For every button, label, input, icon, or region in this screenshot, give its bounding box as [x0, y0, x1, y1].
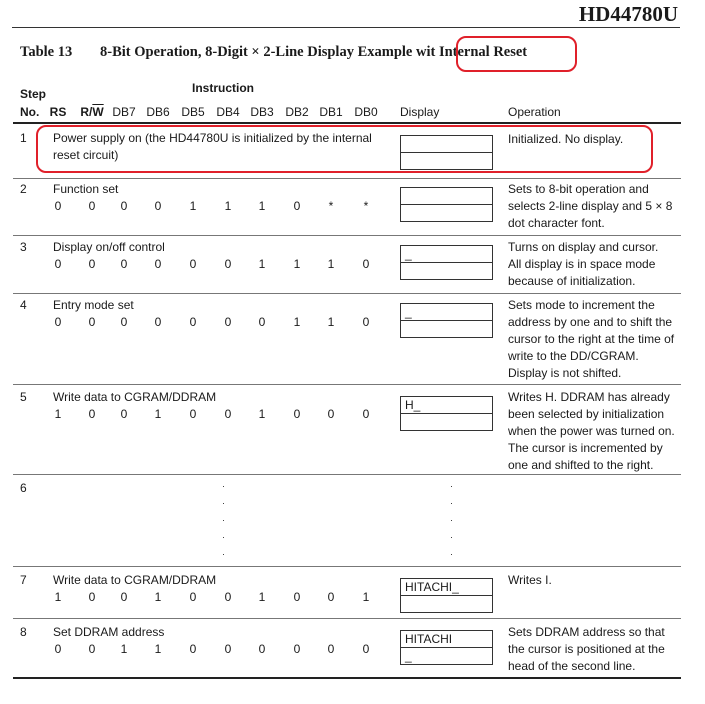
- row-8-operation-line: the cursor is positioned at the: [508, 642, 665, 656]
- row-8-operation-line: head of the second line.: [508, 659, 636, 673]
- header-col-rs: RS: [49, 105, 67, 119]
- row-4-operation-line: Display is not shifted.: [508, 366, 622, 380]
- row-7-display-line2: [401, 596, 492, 612]
- bit-value: 0: [54, 642, 62, 656]
- bit-value: 1: [120, 642, 128, 656]
- bit-value: 0: [120, 590, 128, 604]
- row-3-operation-line: because of initialization.: [508, 274, 636, 288]
- bit-value: 0: [362, 315, 370, 329]
- bit-value: 0: [293, 590, 301, 604]
- bit-value: 0: [362, 407, 370, 421]
- header-col-db2: DB2: [285, 105, 309, 119]
- bit-value: 0: [154, 315, 162, 329]
- row-8-display: [400, 630, 493, 665]
- bit-value: 1: [327, 315, 335, 329]
- bit-value: 0: [154, 199, 162, 213]
- row-1-step: 1: [20, 131, 27, 145]
- row-1-operation-line: Initialized. No display.: [508, 132, 624, 146]
- header-col-db1: DB1: [319, 105, 343, 119]
- row-2-operation-line: Sets to 8-bit operation and: [508, 182, 649, 196]
- bit-value: 0: [189, 407, 197, 421]
- row-4-display-line1: _: [401, 304, 492, 321]
- header-rule: [13, 122, 681, 124]
- bit-value: 0: [88, 407, 96, 421]
- row-1-instruction-cont: reset circuit): [53, 148, 119, 162]
- bit-value: 1: [327, 257, 335, 271]
- bit-value: 1: [189, 199, 197, 213]
- highlight-box-internal-reset: [456, 36, 577, 72]
- row-1-instruction: Power supply on (the HD44780U is initialized by the internal: [53, 131, 372, 145]
- bit-value: 1: [258, 590, 266, 604]
- bit-value: 0: [293, 407, 301, 421]
- bit-value: 0: [120, 315, 128, 329]
- bit-value: 1: [362, 590, 370, 604]
- row-2-step: 2: [20, 182, 27, 196]
- row-5-operation-line: when the power was turned on.: [508, 424, 675, 438]
- row-8-step: 8: [20, 625, 27, 639]
- bit-value: 0: [88, 642, 96, 656]
- row-5-operation-line: Writes H. DDRAM has already: [508, 390, 670, 404]
- bit-value: 0: [293, 642, 301, 656]
- bit-value: 1: [224, 199, 232, 213]
- row-3-display-line2: [401, 263, 492, 279]
- row-5-operation-line: one and shifted to the right.: [508, 458, 654, 472]
- header-col-db3: DB3: [250, 105, 274, 119]
- header-col-db5: DB5: [181, 105, 205, 119]
- row-5-step: 5: [20, 390, 27, 404]
- row-divider: [13, 384, 681, 385]
- bit-value: 0: [189, 590, 197, 604]
- row-8-display-line1: HITACHI: [401, 631, 492, 648]
- bit-value: 0: [54, 315, 62, 329]
- bit-value: 1: [258, 199, 266, 213]
- bit-value: 1: [293, 315, 301, 329]
- bit-value: 0: [88, 199, 96, 213]
- row-3-instruction: Display on/off control: [53, 240, 165, 254]
- header-col-rw: $R/\overline{W}$: [80, 105, 104, 119]
- bit-value: 0: [54, 199, 62, 213]
- bit-value: 0: [88, 257, 96, 271]
- row-5-display: [400, 396, 493, 431]
- row-4-operation-line: Sets mode to increment the: [508, 298, 655, 312]
- row-8-operation: [508, 624, 683, 675]
- header-col-db0: DB0: [354, 105, 378, 119]
- bit-value: *: [328, 199, 334, 213]
- row-divider: [13, 178, 681, 179]
- bit-value: 0: [88, 590, 96, 604]
- row-5-display-line2: [401, 414, 492, 430]
- row-4-operation-line: cursor to the right at the time of: [508, 332, 675, 346]
- table-number: Table 13: [20, 44, 73, 60]
- row-7-step: 7: [20, 573, 27, 587]
- bit-value: 0: [327, 642, 335, 656]
- row-4-operation-line: address by one and to shift the: [508, 315, 673, 329]
- bit-value: 0: [224, 315, 232, 329]
- header-col-db6: DB6: [146, 105, 170, 119]
- highlight-box-power-supply: [36, 125, 653, 173]
- header-display: Display: [400, 105, 440, 119]
- row-2-display-line1: [401, 188, 492, 205]
- bit-value: 0: [224, 642, 232, 656]
- row-8-operation-line: Sets DDRAM address so that: [508, 625, 665, 639]
- bit-value: 0: [224, 257, 232, 271]
- row-4-step: 4: [20, 298, 27, 312]
- row-3-display: [400, 245, 493, 280]
- header-instruction: Instruction: [192, 81, 254, 95]
- row-8-instruction: Set DDRAM address: [53, 625, 165, 639]
- row-divider: [13, 235, 681, 236]
- header-col-db7: DB7: [112, 105, 136, 119]
- row-7-instruction: Write data to CGRAM/DDRAM: [53, 573, 217, 587]
- row-8-display-line2: _: [405, 649, 412, 663]
- bit-value: 1: [258, 407, 266, 421]
- bit-value: 0: [258, 642, 266, 656]
- bit-value: 1: [54, 407, 62, 421]
- row-6-step: 6: [20, 481, 27, 495]
- row-3-operation: [508, 239, 683, 290]
- table-caption: [20, 44, 527, 61]
- bit-value: 0: [120, 407, 128, 421]
- row-4-operation-line: write to the DD/CGRAM.: [508, 349, 639, 363]
- row-3-display-line1: _: [401, 246, 492, 263]
- row-2-instruction: Function set: [53, 182, 119, 196]
- row-5-instruction: Write data to CGRAM/DDRAM: [53, 390, 217, 404]
- bit-value: 0: [154, 257, 162, 271]
- bit-value: 0: [54, 257, 62, 271]
- bit-value: 0: [362, 257, 370, 271]
- bit-value: 0: [327, 407, 335, 421]
- table-caption-text: 8-Bit Operation, 8-Digit × 2-Line Display Example wit: [100, 44, 436, 60]
- bit-value: 0: [224, 590, 232, 604]
- row-7-operation: [508, 572, 683, 589]
- row-divider: [13, 566, 681, 567]
- row-divider: [13, 474, 681, 475]
- bit-value: 0: [120, 199, 128, 213]
- row-3-operation-line: Turns on display and cursor.: [508, 240, 659, 254]
- bit-value: 0: [327, 590, 335, 604]
- row-2-operation-line: selects 2-line display and 5 × 8: [508, 199, 673, 213]
- bit-value: *: [363, 199, 369, 213]
- row-5-display-line1: H_: [401, 397, 492, 414]
- row-4-instruction: Entry mode set: [53, 298, 134, 312]
- row-7-display: [400, 578, 493, 613]
- row-divider: [13, 618, 681, 619]
- row-4-display-line2: [401, 321, 492, 337]
- row-5-operation: [508, 389, 683, 474]
- row-4-display: [400, 303, 493, 338]
- bit-value: 0: [88, 315, 96, 329]
- bit-value: 0: [189, 257, 197, 271]
- bit-value: 1: [154, 642, 162, 656]
- title-rule: [12, 27, 680, 28]
- bit-value: 0: [189, 642, 197, 656]
- header-col-db4: DB4: [216, 105, 240, 119]
- header-step: Step: [20, 87, 47, 101]
- bit-value: 0: [224, 407, 232, 421]
- row-5-operation-line: The cursor is incremented by: [508, 441, 663, 455]
- row-2-operation-line: dot character font.: [508, 216, 605, 230]
- row-2-display: [400, 187, 493, 222]
- bit-value: 0: [362, 642, 370, 656]
- bit-value: 1: [293, 257, 301, 271]
- header-step-no: No.: [20, 105, 40, 119]
- row-3-step: 3: [20, 240, 27, 254]
- document-title: HD44780U: [578, 2, 678, 26]
- row-divider: [13, 293, 681, 294]
- table-bottom-rule: [13, 677, 681, 679]
- row-5-operation-line: been selected by initialization: [508, 407, 665, 421]
- row-2-operation: [508, 181, 683, 232]
- header-operation: Operation: [508, 105, 561, 119]
- bit-value: 1: [154, 590, 162, 604]
- bit-value: 0: [120, 257, 128, 271]
- row-7-display-line1: HITACHI_: [401, 579, 492, 596]
- row-2-display-line2: [401, 205, 492, 221]
- bit-value: 0: [189, 315, 197, 329]
- bit-value: 1: [154, 407, 162, 421]
- bit-value: 0: [293, 199, 301, 213]
- row-7-operation-line: Writes I.: [508, 573, 552, 587]
- bit-value: 0: [258, 315, 266, 329]
- bit-value: 1: [258, 257, 266, 271]
- row-4-operation: [508, 297, 683, 382]
- bit-value: 1: [54, 590, 62, 604]
- table-caption-highlight: Internal Reset: [438, 44, 528, 60]
- row-3-operation-line: All display is in space mode: [508, 257, 656, 271]
